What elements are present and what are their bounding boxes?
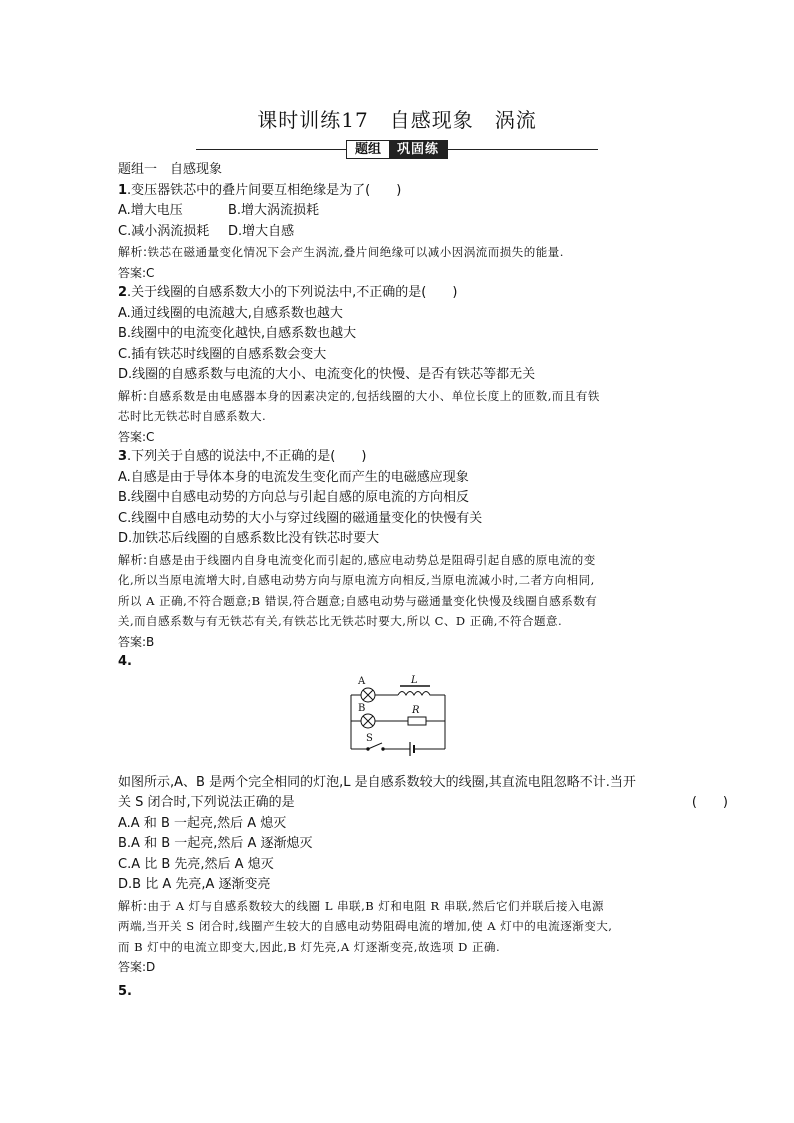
question-2-explanation-line-2: 芯时比无铁芯时自感系数大.: [118, 409, 267, 423]
question-2-option-a: A.通过线圈的电流越大,自感系数也越大: [118, 305, 343, 321]
banner-rule-left: [196, 149, 346, 150]
resistor-icon: [408, 717, 426, 725]
question-4-option-b: B.A 和 B 一起亮,然后 A 逐渐熄灭: [118, 836, 313, 851]
explanation-label: 解析:: [118, 245, 148, 259]
question-2-number: 2: [118, 285, 128, 300]
question-3-explanation-text-1: 自感是由于线圈内自身电流变化而引起的,感应电动势总是阻碍引起自感的原电流的变: [147, 552, 596, 567]
banner-rule-right: [448, 149, 598, 150]
question-1-option-b: B.增大涡流损耗: [228, 203, 320, 218]
question-3-option-d: D.加铁芯后线圈的自感系数比没有铁芯时要大: [118, 531, 380, 546]
question-4-explanation-line-3: 而 B 灯中的电流立即变大,因此,B 灯先亮,A 灯逐渐变亮,故选项 D 正确.: [118, 939, 501, 954]
circuit-figure: [118, 673, 728, 773]
circuit-diagram: [348, 675, 448, 767]
question-3-stem: [118, 447, 728, 468]
question-3-text: .下列关于自感的说法中,不正确的是( ): [127, 449, 367, 464]
question-3-explanation-line-4: 关,而自感系数与有无铁芯有关,有铁芯比无铁芯时要大,所以 C、D 正确,不符合题意.: [118, 614, 563, 628]
banner-box: [346, 140, 448, 159]
question-4-stem-line-1: 如图所示,A、B 是两个完全相同的灯泡,L 是自感系数较大的线圈,其直流电阻忽略不计.当开: [118, 774, 636, 790]
question-3-option-a: A.自感是由于导体本身的电流发生变化而产生的电磁感应现象: [118, 469, 469, 485]
question-3-number: 3: [118, 449, 128, 464]
section-banner: [196, 140, 598, 160]
banner-right-label: 巩固练: [389, 141, 447, 158]
question-1-stem: [118, 181, 728, 202]
label-a: A: [358, 675, 366, 687]
answer-bracket: ( ): [691, 795, 728, 810]
question-3-option-b: B.线圈中自感电动势的方向总与引起自感的原电流的方向相反: [118, 490, 470, 505]
group-heading: 题组一 自感现象: [118, 162, 223, 177]
inductor-coil: [398, 691, 432, 695]
question-3-answer: 答案:B: [118, 634, 155, 649]
question-2-text: .关于线圈的自感系数大小的下列说法中,不正确的是( ): [127, 285, 458, 300]
label-r: R: [412, 704, 420, 716]
question-2-option-b: B.线圈中的电流变化越快,自感系数也越大: [118, 326, 357, 341]
question-1-option-c: C.减小涡流损耗: [118, 223, 210, 239]
banner-left-label: 题组: [347, 141, 389, 158]
question-4-stem-text-2: 关 S 闭合时,下列说法正确的是: [118, 795, 295, 810]
question-1-option-d: D.增大自感: [228, 223, 295, 239]
question-1-options-row-2: [118, 222, 728, 243]
question-5-number: [118, 982, 728, 1003]
question-4-stem-line-2: [118, 793, 728, 814]
question-4-option-d: D.B 比 A 先亮,A 逐渐变亮: [118, 877, 271, 892]
question-5-number-text: 5.: [118, 983, 132, 999]
question-3-explanation-line-3: 所以 A 正确,不符合题意;B 错误,符合题意;自感电动势与磁通量变化快慢及线圈自感系数有: [118, 593, 598, 608]
explanation-label: 解析:: [118, 388, 148, 403]
question-4-option-c: C.A 比 B 先亮,然后 A 熄灭: [118, 856, 274, 872]
question-content: [118, 160, 728, 1002]
question-1-text: .变压器铁芯中的叠片间要互相绝缘是为了( ): [127, 182, 402, 198]
question-4-number-text: 4.: [118, 654, 132, 669]
question-1-options-row-1: [118, 201, 728, 222]
question-4-answer: 答案:D: [118, 960, 156, 974]
question-2-stem: [118, 283, 728, 304]
question-2-explanation-text-1: 自感系数是由电感器本身的因素决定的,包括线圈的大小、单位长度上的匝数,而且有铁: [147, 388, 600, 403]
question-2-answer: 答案:C: [118, 429, 155, 444]
question-1-option-a: A.增大电压: [118, 203, 183, 218]
question-3-explanation-line-2: 化,所以当原电流增大时,自感电动势方向与原电流方向相反,当原电流减小时,二者方向相同,: [118, 573, 595, 587]
question-1-answer: 答案:C: [118, 265, 155, 280]
question-3-option-c: C.线圈中自感电动势的大小与穿过线圈的磁通量变化的快慢有关: [118, 510, 483, 526]
question-1-explanation: [118, 242, 728, 263]
question-1-explanation-text: 铁芯在磁通量变化情况下会产生涡流,叠片间绝缘可以减小因涡流而损失的能量.: [147, 245, 564, 259]
explanation-label: 解析:: [118, 898, 148, 913]
question-2-option-c: C.插有铁芯时线圈的自感系数会变大: [118, 346, 327, 362]
label-b: B: [358, 702, 366, 714]
label-l: L: [411, 674, 418, 686]
question-2-explanation-line-1: [118, 386, 728, 407]
label-s: S: [366, 732, 373, 744]
page-title: 课时训练17 自感现象 涡流: [257, 108, 537, 132]
question-4-explanation-line-1: [118, 896, 728, 917]
question-4-explanation-text-1: 由于 A 灯与自感系数较大的线圈 L 串联,B 灯和电阻 R 串联,然后它们并联后接入电源: [147, 898, 604, 913]
question-2-option-d: D.线圈的自感系数与电流的大小、电流变化的快慢、是否有铁芯等都无关: [118, 367, 536, 382]
question-4-option-a: A.A 和 B 一起亮,然后 A 熄灭: [118, 815, 287, 831]
question-1-number: 1: [118, 182, 128, 198]
question-3-explanation-line-1: [118, 550, 728, 571]
explanation-label: 解析:: [118, 552, 148, 567]
question-4-number: [118, 652, 728, 673]
question-4-explanation-line-2: 两端,当开关 S 闭合时,线圈产生较大的自感电动势阻碍电流的增加,使 A 灯中的电流逐渐变大,: [118, 919, 613, 933]
